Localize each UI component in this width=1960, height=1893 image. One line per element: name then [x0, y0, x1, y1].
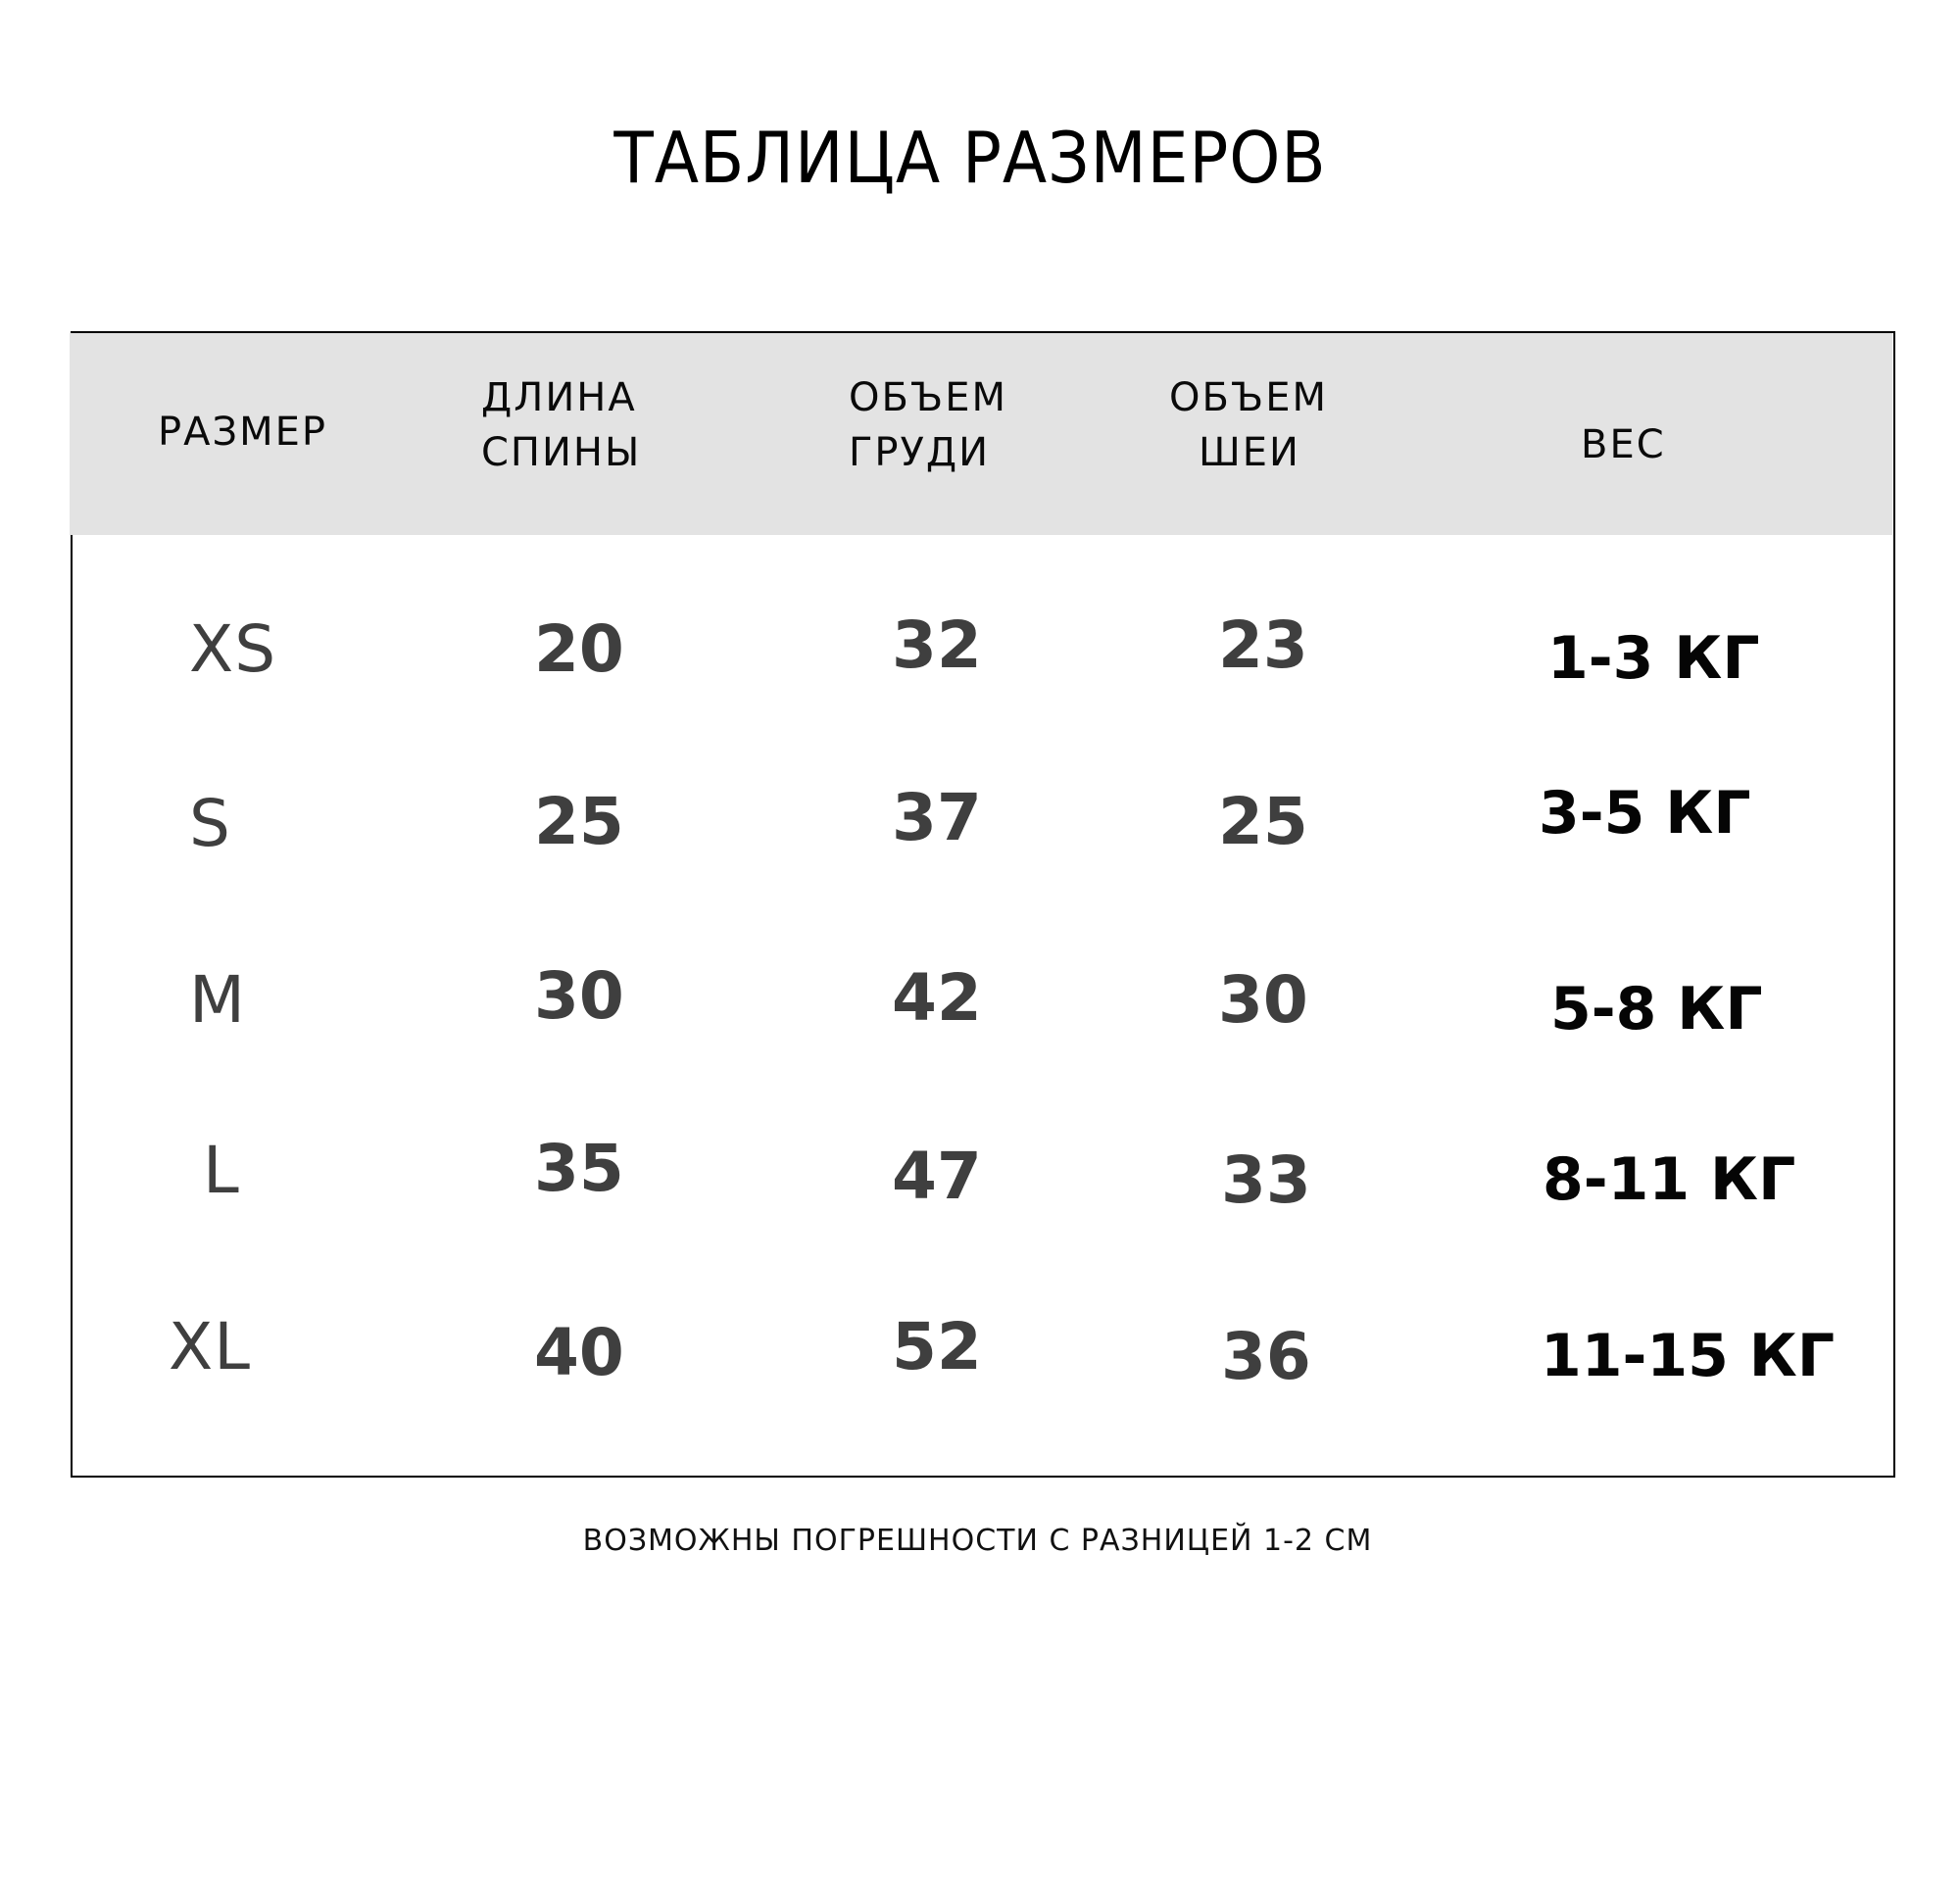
table-row [73, 607, 1893, 774]
header-neck-line2: ШЕИ [1199, 430, 1300, 475]
header-weight [1581, 417, 1666, 472]
neck-cell: 36 [1221, 1319, 1311, 1394]
chest-cell: 42 [892, 960, 982, 1036]
chest-cell: 32 [892, 607, 982, 683]
weight-cell: 5-8 КГ [1550, 975, 1763, 1044]
page-title: ТАБЛИЦА РАЗМЕРОВ [613, 117, 1327, 199]
weight-cell: 8-11 КГ [1543, 1145, 1796, 1214]
neck-cell: 25 [1218, 784, 1308, 859]
chest-cell: 52 [892, 1309, 982, 1384]
weight-cell: 3-5 КГ [1539, 779, 1751, 848]
back-length-cell: 20 [534, 611, 624, 687]
size-cell: XS [189, 611, 277, 687]
table-header [70, 333, 1892, 535]
table-row [73, 1309, 1893, 1478]
size-cell: XL [169, 1309, 251, 1384]
header-neck [1169, 370, 1328, 480]
chest-cell: 47 [892, 1139, 982, 1214]
header-size [158, 405, 327, 460]
size-table [71, 331, 1895, 1478]
header-chest [849, 370, 1007, 480]
weight-cell: 1-3 КГ [1547, 624, 1760, 693]
header-weight-label: ВЕС [1581, 422, 1666, 467]
footnote: ВОЗМОЖНЫ ПОГРЕШНОСТИ С РАЗНИЦЕЙ 1-2 СМ [582, 1524, 1373, 1558]
weight-cell: 11-15 КГ [1541, 1322, 1836, 1390]
chest-cell: 37 [892, 780, 982, 855]
size-cell: M [189, 962, 246, 1038]
back-length-cell: 40 [534, 1315, 624, 1390]
header-size-label: РАЗМЕР [158, 410, 328, 455]
header-back-length-line1: ДЛИНА [481, 375, 637, 420]
header-neck-line1: ОБЪЕМ [1169, 375, 1329, 420]
header-back-length-line2: СПИНЫ [481, 430, 642, 475]
size-cell: S [189, 786, 231, 861]
header-chest-line2: ГРУДИ [849, 430, 991, 475]
header-chest-line1: ОБЪЕМ [849, 375, 1008, 420]
back-length-cell: 30 [534, 958, 624, 1034]
header-back-length [481, 370, 641, 480]
back-length-cell: 25 [534, 784, 624, 859]
table-row [73, 958, 1893, 1125]
table-row [73, 1131, 1893, 1301]
table-row [73, 779, 1893, 948]
neck-cell: 23 [1218, 607, 1308, 683]
back-length-cell: 35 [534, 1131, 624, 1206]
neck-cell: 30 [1218, 962, 1308, 1038]
size-cell: L [203, 1133, 240, 1208]
neck-cell: 33 [1221, 1142, 1311, 1218]
